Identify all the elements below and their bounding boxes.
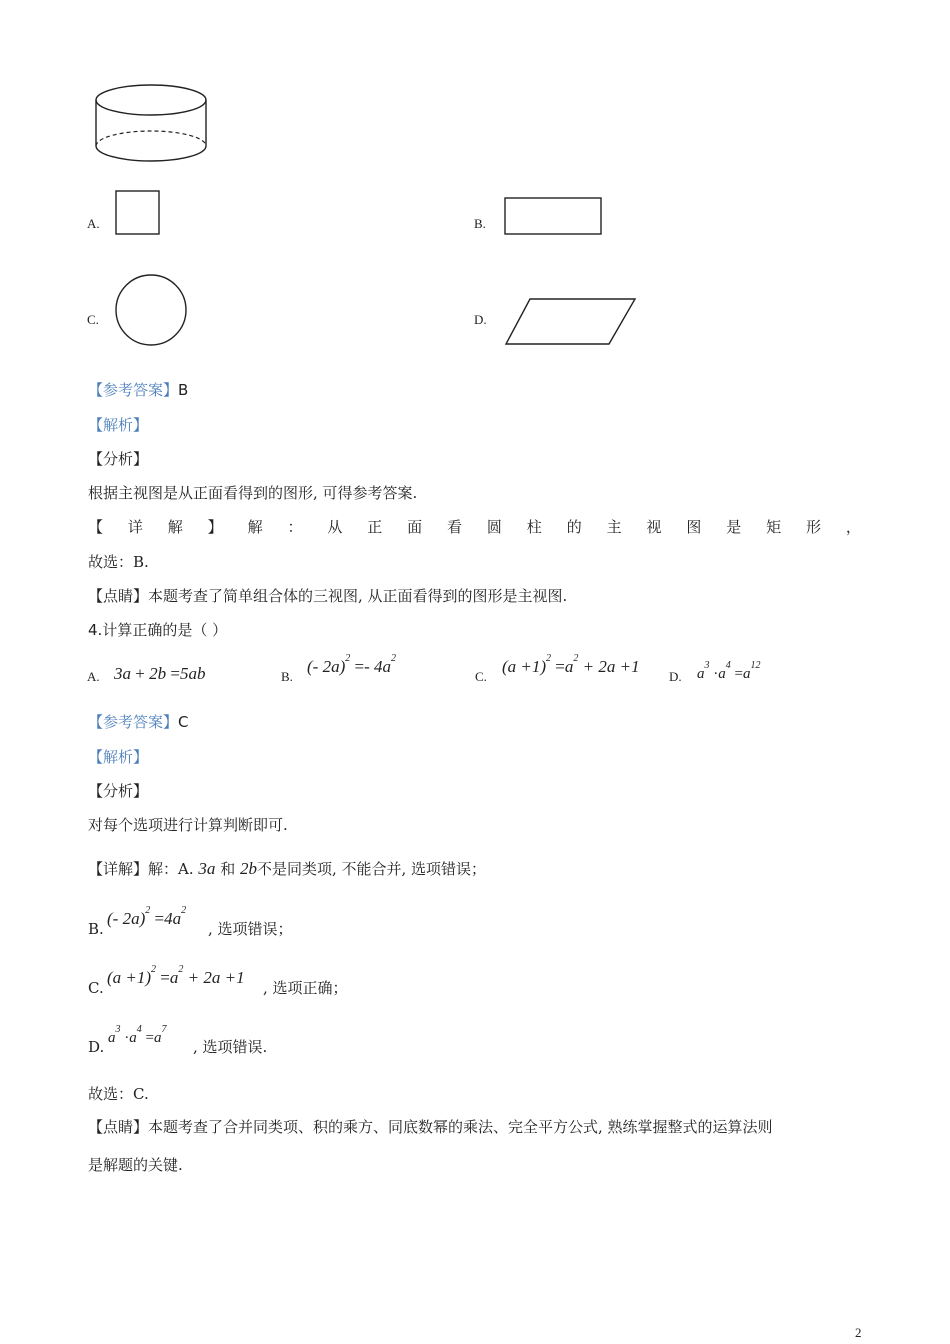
q4-answer <box>88 712 189 732</box>
q4-detail-c-label: C. <box>88 979 104 997</box>
q4-jiexi-heading: 【解析】 <box>88 748 149 766</box>
term: a <box>564 657 574 676</box>
detail-char: 图 <box>686 518 702 536</box>
term: 4a <box>164 909 182 928</box>
exponent: 7 <box>161 1024 167 1035</box>
dianjing-text: 本题考查了简单组合体的三视图, 从正面看得到的图形是主视图. <box>148 587 568 605</box>
q4-option-b-label: B. <box>281 669 293 684</box>
detail-char: 圆 <box>486 518 502 536</box>
exponent: 2 <box>345 653 351 665</box>
math-term: 2b <box>239 859 257 878</box>
exponent: 12 <box>750 660 761 671</box>
option-a-square <box>114 189 162 237</box>
dianjing-label: 【点睛】 <box>88 1118 149 1136</box>
operator: = <box>154 909 165 928</box>
detail-char: 是 <box>726 518 742 536</box>
detail-char: 解 <box>247 518 263 536</box>
term: a <box>742 666 751 682</box>
operator: = <box>555 657 565 676</box>
option-b-rectangle <box>502 195 604 238</box>
term: a <box>697 666 705 682</box>
term: + 2a +1 <box>582 657 640 676</box>
exponent: 4 <box>136 1024 142 1035</box>
q3-jiexi-heading: 【解析】 <box>88 416 149 434</box>
term: a <box>169 968 179 987</box>
option-d-label: D. <box>474 312 487 327</box>
detail-char: ， <box>845 518 861 536</box>
operator: · <box>713 666 719 682</box>
exponent: 2 <box>151 964 157 976</box>
term: 5ab <box>179 664 206 683</box>
q4-detail-b-label: B. <box>88 920 104 938</box>
q4-option-a-label: A. <box>87 669 100 684</box>
dianjing-line1: 本题考查了合并同类项、积的乘方、同底数幂的乘法、完全平方公式, 熟练掌握整式的运算法则 <box>148 1118 773 1136</box>
detail-char: 主 <box>606 518 622 536</box>
detail-char: 形 <box>806 518 822 536</box>
exponent: 3 <box>115 1024 121 1035</box>
term: a <box>153 1030 162 1046</box>
detail-char: 面 <box>407 518 423 536</box>
detail-a-prefix: 解：A. <box>148 860 194 878</box>
q3-choose: 故选：B. <box>88 553 149 571</box>
option-d-parallelogram <box>503 296 639 348</box>
cylinder-figure <box>90 80 212 166</box>
operator: + <box>135 664 145 683</box>
answer-prefix: 【参考答案】 <box>88 381 179 399</box>
question-text: 计算正确的是（ ） <box>102 621 228 639</box>
exponent: 2 <box>573 653 579 665</box>
answer-value: C <box>178 713 189 731</box>
option-b-label: B. <box>474 216 486 231</box>
answer-value: B <box>178 381 189 399</box>
q4-stem <box>88 620 227 640</box>
q4-dianjing-line2: 是解题的关键. <box>88 1156 183 1174</box>
detail-a-text: 不是同类项, 不能合并, 选项错误； <box>256 860 487 878</box>
exponent: 4 <box>725 660 731 671</box>
exponent: 2 <box>391 653 396 665</box>
detail-char: 矩 <box>766 518 782 536</box>
q3-fenxi-text: 根据主视图是从正面看得到的图形, 可得参考答案. <box>88 484 418 502</box>
detail-char: 】 <box>207 518 223 536</box>
q3-detail-line <box>88 517 861 537</box>
page-number: 2 <box>855 1325 862 1340</box>
q4-choose: 故选：C. <box>88 1085 149 1103</box>
term: (- 2a) <box>307 657 346 676</box>
detail-char: 看 <box>447 518 463 536</box>
q4-option-a-formula <box>114 664 205 684</box>
exponent: 2 <box>145 905 151 917</box>
detail-char: 解 <box>167 518 183 536</box>
q4-option-d-label: D. <box>669 669 682 684</box>
detail-char: 视 <box>646 518 662 536</box>
math-term: 3a <box>198 859 216 878</box>
exponent: 2 <box>546 653 552 665</box>
dianjing-label: 【点睛】 <box>88 587 149 605</box>
operator: · <box>124 1030 130 1046</box>
q4-detail-d-formula <box>108 1024 167 1047</box>
term: a <box>718 666 726 682</box>
q4-option-c-formula <box>502 653 640 677</box>
detail-char: 详 <box>127 518 143 536</box>
term: + 2a +1 <box>187 968 245 987</box>
q4-detail-b-text: , 选项错误； <box>208 920 293 938</box>
term: 3a <box>114 664 131 683</box>
q4-dianjing <box>88 1117 773 1137</box>
term: - 4a <box>364 657 391 676</box>
q4-detail-c-formula <box>107 964 245 988</box>
operator: = <box>160 968 170 987</box>
detail-char: 【 <box>88 518 104 536</box>
exponent: 2 <box>178 964 184 976</box>
detail-char: 柱 <box>526 518 542 536</box>
detail-char: 从 <box>327 518 343 536</box>
term: a <box>129 1030 137 1046</box>
detail-char: ： <box>287 518 303 536</box>
q4-detail-a <box>88 859 486 879</box>
q4-option-c-label: C. <box>475 669 487 684</box>
operator: = <box>145 1030 154 1046</box>
q3-dianjing <box>88 586 567 606</box>
q4-option-b-formula <box>307 653 396 677</box>
question-number: 4. <box>88 621 103 639</box>
term: 2b <box>149 664 167 683</box>
term: a <box>108 1030 116 1046</box>
option-a-label: A. <box>87 216 100 231</box>
detail-label: 【详解】 <box>88 860 149 878</box>
q4-fenxi-text: 对每个选项进行计算判断即可. <box>88 816 288 834</box>
exponent: 3 <box>704 660 710 671</box>
operator: = <box>354 657 365 676</box>
answer-prefix: 【参考答案】 <box>88 713 179 731</box>
term: (- 2a) <box>107 909 146 928</box>
q4-detail-b-formula <box>107 905 187 929</box>
conjunction: 和 <box>220 860 236 878</box>
term: (a +1) <box>107 968 152 987</box>
q4-option-d-formula <box>697 660 761 683</box>
detail-char: 的 <box>566 518 582 536</box>
q4-detail-d-label: D. <box>88 1038 105 1056</box>
option-c-circle <box>113 272 189 348</box>
q3-answer <box>88 380 188 400</box>
term: (a +1) <box>502 657 547 676</box>
operator: = <box>734 666 743 682</box>
q4-fenxi-heading: 【分析】 <box>88 782 149 800</box>
q4-detail-c-text: , 选项正确； <box>263 979 348 997</box>
option-c-label: C. <box>87 312 99 327</box>
q3-fenxi-heading: 【分析】 <box>88 450 149 468</box>
detail-char: 正 <box>367 518 383 536</box>
operator: = <box>170 664 180 683</box>
q4-detail-d-text: , 选项错误. <box>193 1038 268 1056</box>
exponent: 2 <box>181 905 187 917</box>
